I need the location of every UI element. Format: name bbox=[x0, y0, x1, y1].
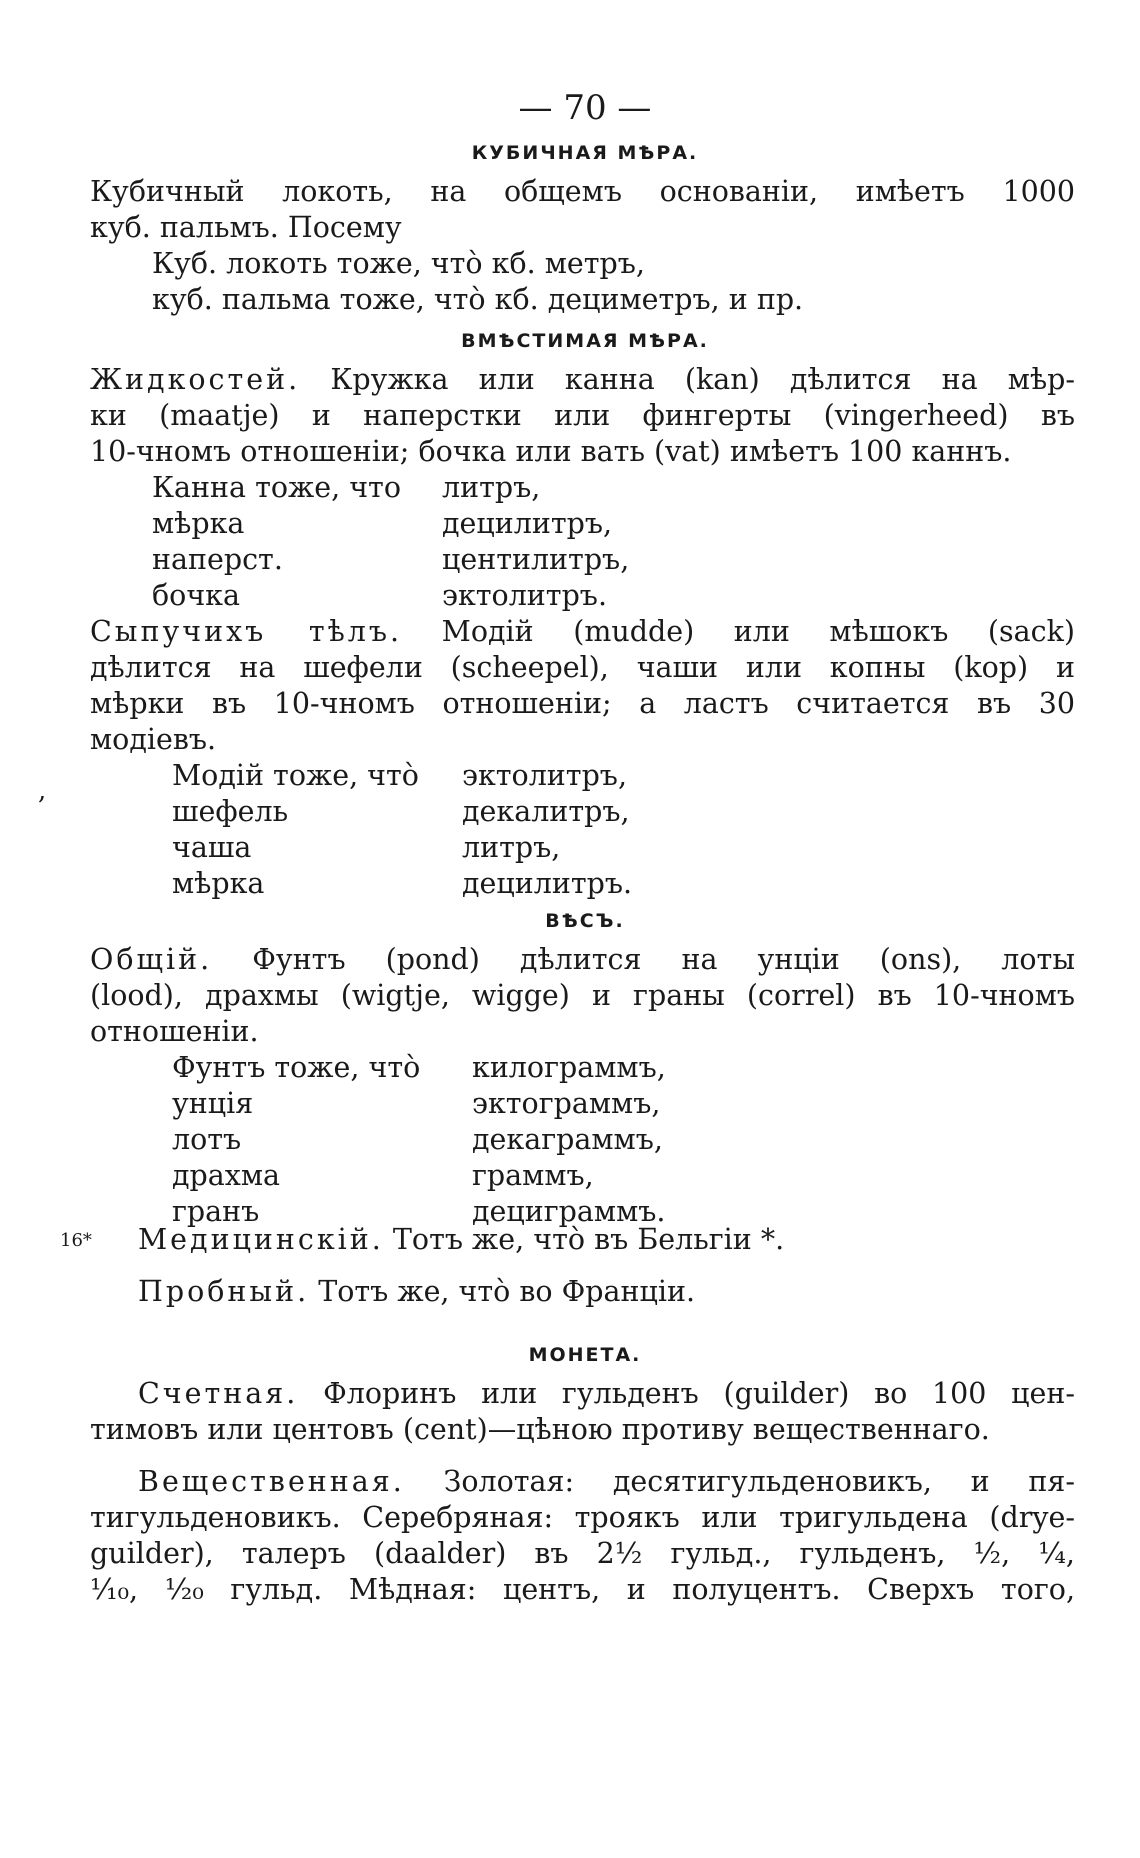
text-line: (lood), драхмы (wigtje, wigge) и граны (correl) въ 10-чномъ bbox=[90, 979, 1075, 1012]
text-line bbox=[138, 1376, 1075, 1412]
page-number: — 70 — bbox=[518, 88, 652, 128]
table-cell: декаграммъ, bbox=[472, 1123, 663, 1156]
table-row bbox=[172, 1158, 666, 1194]
paragraph-assay bbox=[138, 1274, 1075, 1310]
term-general: Общій. bbox=[90, 943, 213, 976]
margin-tick-mark: , bbox=[38, 776, 47, 806]
term-real: Вещественная. bbox=[138, 1465, 405, 1498]
text-line: дѣлится на шефели (scheepel), чаши или копны (kop) и bbox=[90, 651, 1075, 684]
term-medical: Медицинскій. bbox=[138, 1223, 384, 1256]
text-line: куб. пальма тоже, что̀ кб. дециметръ, и пр. bbox=[152, 283, 804, 316]
table-cell: Модій тоже, что̀ bbox=[172, 759, 419, 792]
table-cell: децилитръ. bbox=[462, 867, 633, 900]
paragraph-real-coin-cont bbox=[90, 1500, 1075, 1608]
paragraph-medical bbox=[138, 1222, 1075, 1258]
text-line: отношеніи. bbox=[90, 1015, 259, 1048]
table-cell: граммъ, bbox=[472, 1159, 594, 1192]
text-fragment: Кружка или канна (kan) дѣлится на мѣр- bbox=[330, 363, 1075, 396]
heading-cubic: КУБИЧНАЯ МѢРА. bbox=[471, 142, 699, 164]
table-cell: лотъ bbox=[172, 1123, 242, 1156]
text-line: мѣрки въ 10-чномъ отношеніи; а ластъ считается въ 30 bbox=[90, 687, 1075, 720]
text-line: Куб. локоть тоже, что̀ кб. метръ, bbox=[152, 247, 645, 280]
table-row bbox=[152, 506, 629, 542]
paragraph-dry bbox=[90, 614, 1075, 758]
table-cell: килограммъ, bbox=[472, 1051, 666, 1084]
text-line bbox=[90, 942, 1075, 978]
heading-weight: ВѢСЪ. bbox=[545, 910, 625, 932]
paragraph-account-coin-cont bbox=[90, 1412, 1075, 1448]
table-cell: децилитръ, bbox=[442, 507, 613, 540]
term-account: Счетная. bbox=[138, 1377, 299, 1410]
term-liquids: Жидкостей. bbox=[90, 363, 301, 396]
text-line bbox=[90, 614, 1075, 650]
table-cell: эктолитръ, bbox=[462, 759, 628, 792]
table-cell: чаша bbox=[172, 831, 252, 864]
table-cell: центилитръ, bbox=[442, 543, 630, 576]
table-row bbox=[172, 1122, 666, 1158]
table-row bbox=[152, 542, 629, 578]
text-line: куб. пальмъ. Посему bbox=[90, 211, 402, 244]
table-cell: дециграммъ. bbox=[472, 1195, 666, 1228]
text-fragment: Модій (mudde) или мѣшокъ (sack) bbox=[441, 615, 1075, 648]
paragraph-cubic bbox=[90, 174, 1075, 246]
paragraph-weight bbox=[90, 942, 1075, 1050]
table-row bbox=[172, 794, 632, 830]
table-cell: декалитръ, bbox=[462, 795, 630, 828]
table-row bbox=[152, 470, 629, 506]
table-row bbox=[172, 758, 632, 794]
text-line: guilder), талеръ (daalder) въ 2½ гульд., гульденъ, ½, ¼, bbox=[90, 1537, 1075, 1570]
table-row bbox=[172, 866, 632, 902]
table-cell: эктограммъ, bbox=[472, 1087, 661, 1120]
text-line bbox=[138, 1274, 1075, 1310]
text-line: ¹⁄₁₀, ¹⁄₂₀ гульд. Мѣдная: центъ, и полуцентъ. Сверхъ того, bbox=[90, 1573, 1075, 1606]
table-cell: мѣрка bbox=[152, 507, 245, 540]
heading-coin: МОНЕТА. bbox=[528, 1344, 642, 1366]
paragraph-account-coin bbox=[138, 1376, 1075, 1412]
text-line bbox=[138, 1464, 1075, 1500]
table-cell: наперст. bbox=[152, 543, 283, 576]
table-cell: эктолитръ. bbox=[442, 579, 608, 612]
text-line: тимовъ или центовъ (cent)—цѣною противу вещественнаго. bbox=[90, 1413, 990, 1446]
text-line bbox=[90, 362, 1075, 398]
table-row bbox=[172, 1050, 666, 1086]
text-line: модіевъ. bbox=[90, 723, 217, 756]
table-row bbox=[172, 1086, 666, 1122]
table-cell: драхма bbox=[172, 1159, 281, 1192]
table-cell: литръ, bbox=[442, 471, 541, 504]
table-cell: Канна тоже, что bbox=[152, 471, 401, 504]
text-line: 10-чномъ отношеніи; бочка или вать (vat) имѣетъ 100 каннъ. bbox=[90, 435, 1012, 468]
text-line: тигульденовикъ. Серебряная: троякъ или тригульдена (drye- bbox=[90, 1501, 1075, 1534]
text-fragment: Золотая: десятигульденовикъ, и пя- bbox=[443, 1465, 1075, 1498]
table-cell: гранъ bbox=[172, 1195, 260, 1228]
term-dry: Сыпучихъ тѣлъ. bbox=[90, 615, 403, 648]
table-row bbox=[152, 578, 629, 614]
text-fragment: Флоринъ или гульденъ (guilder) во 100 цен- bbox=[323, 1377, 1075, 1410]
text-fragment: Тотъ же, что̀ во Франціи. bbox=[318, 1275, 696, 1308]
heading-capacity: ВМѢСТИМАЯ МѢРА. bbox=[461, 330, 709, 352]
paragraph-real-coin bbox=[138, 1464, 1075, 1500]
text-line: Кубичный локоть, на общемъ основаніи, имѣетъ 1000 bbox=[90, 175, 1075, 208]
text-line bbox=[138, 1222, 1075, 1258]
liquid-table bbox=[152, 470, 629, 614]
term-assay: Пробный. bbox=[138, 1275, 310, 1308]
table-cell: шефель bbox=[172, 795, 289, 828]
margin-note: 16* bbox=[60, 1230, 92, 1251]
text-fragment: Фунтъ (pond) дѣлится на унціи (ons), лоты bbox=[252, 943, 1076, 976]
table-cell: бочка bbox=[152, 579, 240, 612]
table-cell: Фунтъ тоже, что̀ bbox=[172, 1051, 421, 1084]
text-fragment: Тотъ же, что̀ въ Бельгіи *. bbox=[392, 1223, 785, 1256]
weight-table bbox=[172, 1050, 666, 1230]
paragraph-liquids bbox=[90, 362, 1075, 470]
table-cell: унція bbox=[172, 1087, 254, 1120]
cubic-equivalents bbox=[152, 246, 803, 318]
table-cell: литръ, bbox=[462, 831, 561, 864]
text-line: ки (maatje) и наперстки или фингерты (vingerheed) въ bbox=[90, 399, 1075, 432]
dry-table bbox=[172, 758, 632, 902]
table-cell: мѣрка bbox=[172, 867, 265, 900]
table-row bbox=[172, 830, 632, 866]
